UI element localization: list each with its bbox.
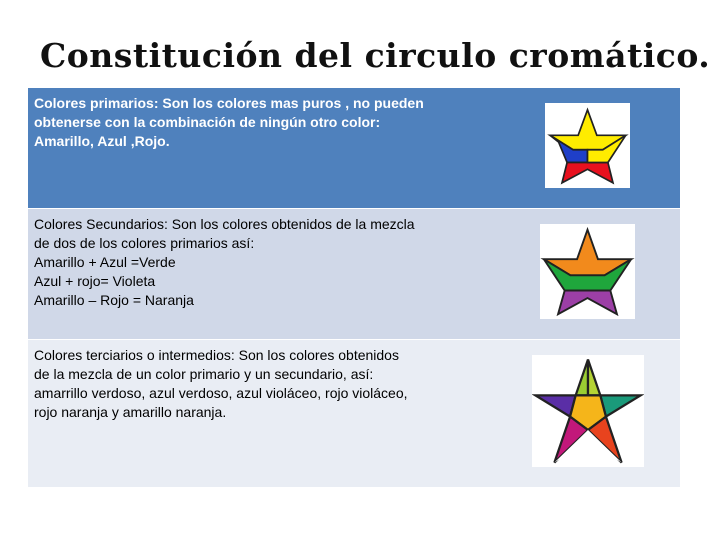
slide-title: Constitución del circulo cromático. <box>40 36 711 75</box>
primary-colors-image-cell <box>495 88 680 209</box>
primary-colors-text: Colores primarios: Son los colores mas puros , no pueden obtenerse con la combinación de ningún otro color: Amarillo, Azul ,Rojo. <box>28 88 495 209</box>
secondary-colors-text: Colores Secundarios: Son los colores obtenidos de la mezcla de dos de los colores primarios así: Amarillo + Azul =Verde Azul + rojo= Violeta Amarillo – Rojo = Naranja <box>28 209 495 340</box>
tertiary-colors-star-image <box>532 355 644 467</box>
tertiary-colors-image-cell <box>495 340 680 488</box>
secondary-colors-star-image <box>540 224 635 319</box>
tertiary-colors-text: Colores terciarios o intermedios: Son los colores obtenidos de la mezcla de un color primario y un secundario, así: amarrillo verdoso, azul verdoso, azul violáceo, rojo violáceo, rojo naranja y amarillo naranja. <box>28 340 495 488</box>
table-row <box>28 209 680 340</box>
table-row <box>28 340 680 488</box>
color-table <box>28 88 680 487</box>
secondary-colors-image-cell <box>495 209 680 340</box>
primary-colors-star-image <box>545 103 630 188</box>
table-row <box>28 88 680 209</box>
